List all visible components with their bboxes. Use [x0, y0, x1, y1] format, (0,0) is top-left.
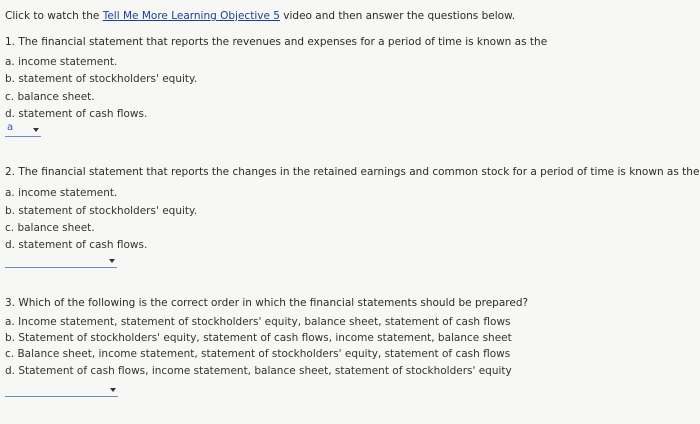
question-2-option-d: d. statement of cash flows. — [5, 239, 148, 251]
video-link[interactable]: Tell Me More Learning Objective 5 — [102, 10, 280, 22]
question-3-option-c: c. Balance sheet, income statement, statement of stockholders' equity, statement of cash flows — [5, 348, 511, 360]
instructions-suffix: video and then answer the questions below. — [279, 10, 516, 22]
chevron-down-icon — [109, 259, 115, 263]
question-3-text: 3. Which of the following is the correct order in which the financial statements should be prepared? — [5, 297, 529, 309]
question-1-answer-select[interactable] — [5, 122, 41, 137]
question-2-text: 2. The financial statement that reports the changes in the retained earnings and common stock for a period of time is known as the — [5, 166, 700, 178]
question-1-option-a: a. income statement. — [5, 56, 118, 68]
chevron-down-icon — [110, 388, 116, 392]
question-2-option-c: c. balance sheet. — [5, 222, 95, 234]
question-1-text: 1. The financial statement that reports the revenues and expenses for a period of time is known as the — [5, 36, 548, 48]
question-1-option-c: c. balance sheet. — [5, 91, 95, 103]
question-3-option-b: b. Statement of stockholders' equity, statement of cash flows, income statement, balance sheet — [5, 332, 512, 344]
question-3-option-d: d. Statement of cash flows, income statement, balance sheet, statement of stockholders' equity — [5, 365, 512, 377]
question-1-option-d: d. statement of cash flows. — [5, 108, 148, 120]
chevron-down-icon — [33, 128, 39, 132]
question-2-answer-select[interactable] — [5, 256, 117, 268]
question-2-option-a: a. income statement. — [5, 187, 118, 199]
instructions — [5, 10, 515, 22]
question-3-answer-select[interactable] — [5, 385, 118, 397]
question-1-selected-value: a — [7, 122, 14, 133]
instructions-prefix: Click to watch the — [5, 10, 103, 22]
question-2-option-b: b. statement of stockholders' equity. — [5, 205, 198, 217]
question-1-option-b: b. statement of stockholders' equity. — [5, 73, 198, 85]
question-3-option-a: a. Income statement, statement of stockholders' equity, balance sheet, statement of cash flows — [5, 316, 511, 328]
